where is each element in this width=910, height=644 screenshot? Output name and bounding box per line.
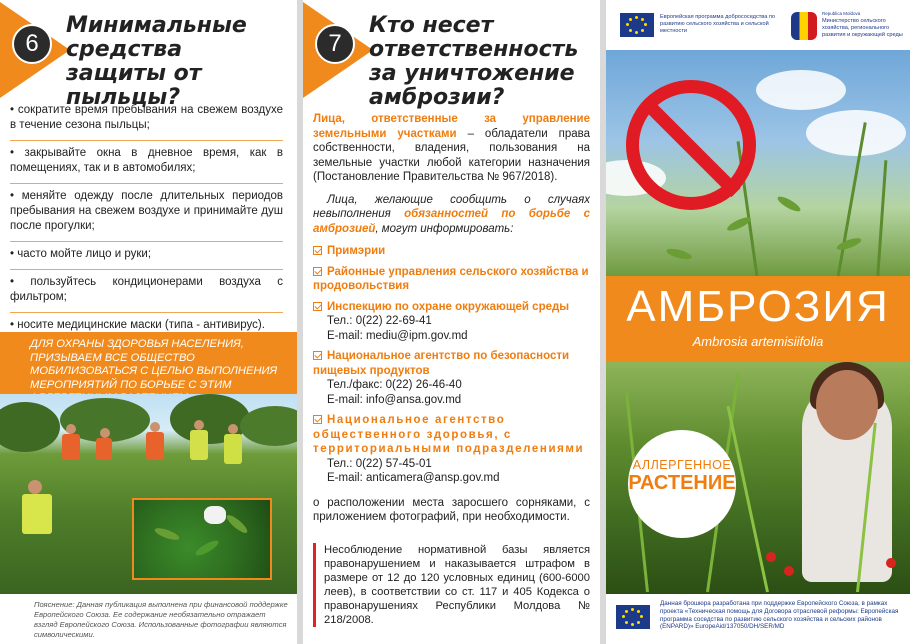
ragweed-sky-photo: [606, 50, 910, 276]
closing-paragraph: о расположении места заросшего сорняками, с приложением фотографий, при необходимости.: [313, 496, 590, 523]
leaf: [835, 236, 862, 252]
eu-program-text: Европейская программа добрососедства по развитию сельского хозяйства и сельской местности: [660, 14, 776, 34]
contact-item: Районные управления сельского хозяйства и продовольствия: [313, 265, 589, 292]
checkbox-icon: [313, 351, 322, 360]
badge-line1: АЛЛЕРГЕННОЕ: [632, 458, 732, 472]
panel2-title: Кто несет ответственность за уничтожение амброзии?: [369, 13, 579, 110]
brochure-title: АМБРОЗИЯ: [626, 282, 890, 331]
moldova-crest-icon: [791, 12, 817, 40]
flower: [886, 558, 896, 568]
list-item: • пользуйтесь кондиционерами воздуха с фильтром;: [10, 270, 283, 313]
responsibility-body: [313, 112, 590, 533]
panel-cover: [606, 0, 910, 644]
contact-item: Примэрии: [313, 244, 590, 259]
ragweed-inset-photo: [132, 498, 272, 580]
title-band: [606, 276, 910, 362]
owners-paragraph: Лица, ответственные за управление земельными участками – обладатели права собственности, владения, пользования на земельные участки любой категории назначения (Постановление Правительства № 967/2018).: [313, 113, 590, 183]
ministry-text: Министерство сельского хозяйства, регионального развития и окружающей среды: [822, 18, 903, 38]
panel2-header: [303, 0, 600, 110]
contact-email[interactable]: E-mail: anticamera@ansp.gov.md: [327, 472, 500, 484]
panel-protection: [0, 0, 297, 644]
eu-flag-icon: [620, 13, 654, 37]
leaf: [665, 247, 692, 261]
workers-photo: [0, 394, 297, 594]
badge-line2: РАСТЕНИЕ: [628, 472, 736, 494]
ministry-small-text: Republica Moldova: [822, 11, 861, 16]
list-item: • носите медицинские маски (типа - антивирус).: [10, 319, 265, 331]
prohibition-sign-icon: [626, 80, 756, 210]
leaf: [776, 194, 803, 214]
contact-item: Национальное агентство общественного здоровья, с территориальными подразделениями Тел.: 0(22) 57-45-01 E-mail: anticamera@ansp.gov.md: [313, 413, 590, 486]
section-number: 7: [315, 24, 355, 64]
contact-email[interactable]: E-mail: info@ansa.gov.md: [327, 393, 462, 406]
checkbox-icon: [313, 246, 322, 255]
allergen-badge: [628, 430, 736, 538]
tree: [0, 402, 60, 452]
panel-responsibility: [303, 0, 600, 644]
tree: [240, 406, 297, 446]
contact-item: Национальное агентство по безопасности пищевых продуктов Тел./факс: 0(22) 26-46-40 E-mail: info@ansa.gov.md: [313, 349, 590, 407]
contact-email[interactable]: E-mail: mediu@ipm.gov.md: [327, 329, 468, 342]
list-item: • часто мойте лицо и руки;: [10, 242, 283, 270]
contact-item: Инспекцию по охране окружающей среды Тел.: 0(22) 22-69-41 E-mail: mediu@ipm.gov.md: [313, 300, 590, 344]
panel1-title: Минимальные средства защиты от пыльцы?: [66, 13, 247, 110]
flower: [784, 566, 794, 576]
footer-eu: [606, 594, 910, 644]
call-to-action: ДЛЯ ОХРАНЫ ЗДОРОВЬЯ НАСЕЛЕНИЯ, ПРИЗЫВАЕМ ВСЕ ОБЩЕСТВО МОБИЛИЗОВАТЬСЯ С ЦЕЛЬЮ ВЫПОЛНЕНИЯ МЕРОПРИЯТИЙ ПО БОРЬБЕ С ЭТИМ: [0, 332, 297, 394]
checkbox-icon: [313, 267, 322, 276]
person-face: [816, 370, 878, 440]
panel1-header: [0, 0, 297, 110]
cloud: [756, 70, 846, 110]
report-paragraph: Лица, желающие сообщить о случаях невыполнения обязанностей по борьбе с амброзией, могут информировать:: [313, 193, 591, 235]
disclaimer-note: Пояснение: Данная публикация выполнена при финансовой поддержке Европейского Союза. Ее содержание необязательно отражает взгляд Европейского Союза. Использованные фотографии являются символическими.: [0, 594, 297, 644]
latin-name: Ambrosia artemisiifolia: [692, 334, 824, 349]
flower: [766, 552, 776, 562]
eu-flag-icon: [616, 605, 650, 629]
footer-text: Данная брошюра разработана при поддержке Европейского Союза, в рамках проекта «Техническая помощь для Договора отраслевой реформы: Европейская программа соседства по развитию сельского хозяйства и сельских районов (ENPARD)» EuropeAid/137050/DH/SER/MD: [660, 600, 899, 631]
protection-list: [10, 98, 283, 340]
contact-phone: Тел.: 0(22) 57-45-01: [327, 457, 432, 470]
contact-phone: Тел.: 0(22) 22-69-41: [327, 315, 432, 327]
section-number: 6: [12, 24, 52, 64]
cloud: [806, 110, 906, 156]
list-item: • меняйте одежду после длительных периодов пребывания на свежем воздухе и принимайте душ после прогулки;: [10, 184, 283, 242]
logos-bar: [606, 0, 910, 50]
plant-stem: [876, 160, 887, 276]
checkbox-icon: [313, 302, 322, 311]
checkbox-icon: [313, 415, 322, 424]
fine-notice: Несоблюдение нормативной базы является правонарушением и наказывается штрафом в размере от 12 до 120 условных единиц (600-6000 леев), в соответствии со ст. 117 и 405 Кодекса о правонарушениях Республики Молдова № 218/2008.: [313, 543, 590, 627]
list-item: • сократите время пребывания на свежем воздухе в течение сезона пыльцы;: [10, 98, 283, 141]
list-item: • закрывайте окна в дневное время, как в помещениях, так и в автомобилях;: [10, 141, 283, 184]
gloved-hand: [204, 506, 226, 524]
contact-phone: Тел./факс: 0(22) 26-46-40: [327, 379, 462, 391]
